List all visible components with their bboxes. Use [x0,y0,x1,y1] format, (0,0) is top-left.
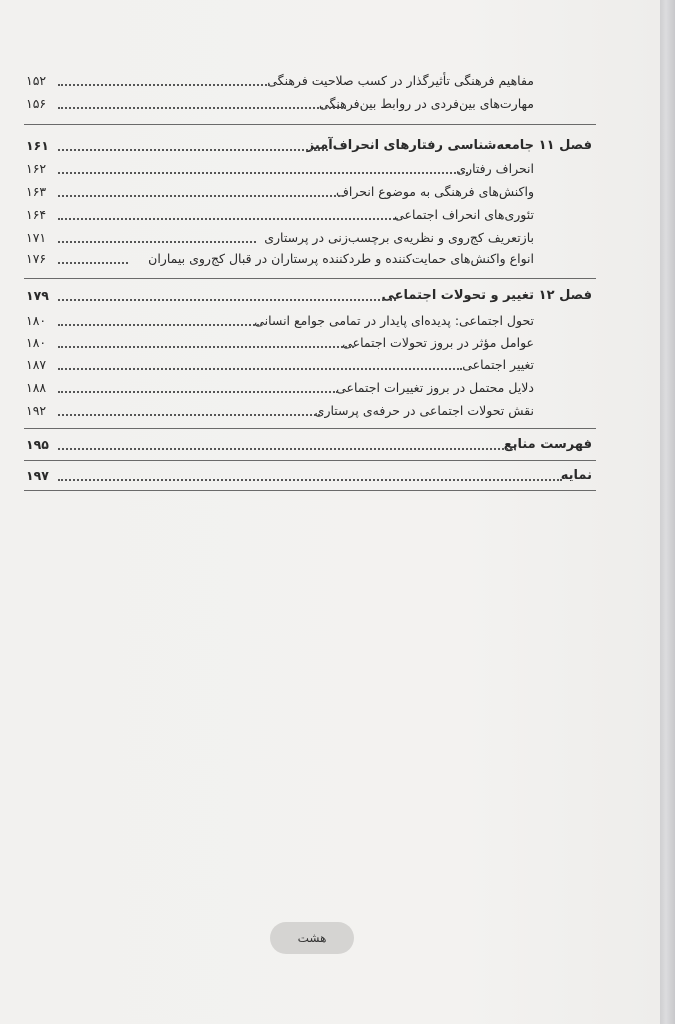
toc-entry [0,354,660,376]
chapter-header [0,135,660,157]
toc-entry-page: ۱۶۲ [26,161,47,176]
dot-leader [58,448,516,450]
dot-leader [58,241,256,243]
toc-entry [0,310,660,332]
toc-entry [0,181,660,203]
toc-entry-page: ۱۶۴ [26,207,47,222]
toc-entry-page: ۱۸۰ [26,313,47,328]
toc-entry [0,332,660,354]
dot-leader [58,391,338,393]
toc-entry-title: نقش تحولات اجتماعی در حرفه‌ی پرستاری [314,403,534,418]
toc-entry-title: بازتعریف کج‌روی و نظریه‌ی برچسب‌زنی در پرستاری [264,230,534,245]
page-number-badge: هشت [270,922,354,954]
toc-entry [0,377,660,399]
chapter-label: فصل ۱۲ [538,288,592,303]
toc-entry-title: مفاهیم فرهنگی تأثیرگذار در کسب صلاحیت فرهنگی [267,73,534,88]
references-title: فهرست منابع [503,437,592,452]
dot-leader [58,172,468,174]
section-divider [24,460,596,461]
chapter-page: ۱۷۹ [26,288,49,303]
index-title: نمایه [560,468,592,483]
section-divider [24,124,596,125]
dot-leader [58,368,462,370]
toc-entry-page: ۱۶۳ [26,184,47,199]
toc-entry-page: ۱۵۶ [26,96,47,111]
toc-entry [0,400,660,422]
dot-leader [58,299,396,301]
section-divider [24,490,596,491]
chapter-label: فصل ۱۱ [538,138,592,153]
dot-leader [58,414,320,416]
section-divider [24,428,596,429]
toc-entry-page: ۱۹۲ [26,403,47,418]
dot-leader [58,218,398,220]
toc-entry-page: ۱۸۷ [26,357,47,372]
index-page: ۱۹۷ [26,468,49,483]
toc-entry [0,70,660,92]
toc-entry [0,204,660,226]
references-entry [0,434,660,456]
toc-entry-title: عوامل مؤثر در بروز تحولات اجتماعی [342,335,534,350]
dot-leader [58,262,128,264]
dot-leader [58,479,562,481]
toc-entry [0,248,660,270]
toc-entry-title: واکنش‌های فرهنگی به موضوع انحراف [335,184,534,199]
toc-entry-page: ۱۵۲ [26,73,47,88]
index-entry [0,465,660,487]
references-page: ۱۹۵ [26,437,49,452]
dot-leader [58,149,328,151]
toc-entry [0,158,660,180]
chapter-header [0,285,660,307]
toc-entry-title: تغییر اجتماعی [462,357,534,372]
toc-entry-title: تئوری‌های انحراف اجتماعی [394,207,534,222]
toc-entry-title: انحراف رفتاری [456,161,534,176]
toc-entry-page: ۱۷۱ [26,230,47,245]
toc-entry-page: ۱۷۶ [26,251,47,266]
dot-leader [58,195,344,197]
dot-leader [58,84,270,86]
dot-leader [58,107,346,109]
chapter-title: جامعه‌شناسی رفتارهای انحراف‌آمیز [306,138,534,153]
page-edge [660,0,675,1024]
toc-entry-page: ۱۸۸ [26,380,47,395]
toc-entry-title: تحول اجتماعی: پدیده‌ای پایدار در تمامی جوامع انسانی [254,313,534,328]
toc-entry [0,93,660,115]
toc-entry-title: انواع واکنش‌های حمایت‌کننده و طردکننده پرستاران در قبال کج‌روی بیماران [148,251,534,266]
dot-leader [58,324,262,326]
dot-leader [58,346,354,348]
toc-entry-page: ۱۸۰ [26,335,47,350]
section-divider [24,278,596,279]
toc-entry-title: مهارت‌های بین‌فردی در روابط بین‌فرهنگی [319,96,534,111]
toc-entry [0,227,660,249]
chapter-page: ۱۶۱ [26,138,49,153]
toc-entry-title: دلایل محتمل در بروز تغییرات اجتماعی [336,380,534,395]
chapter-title: تغییر و تحولات اجتماعی [381,288,534,303]
